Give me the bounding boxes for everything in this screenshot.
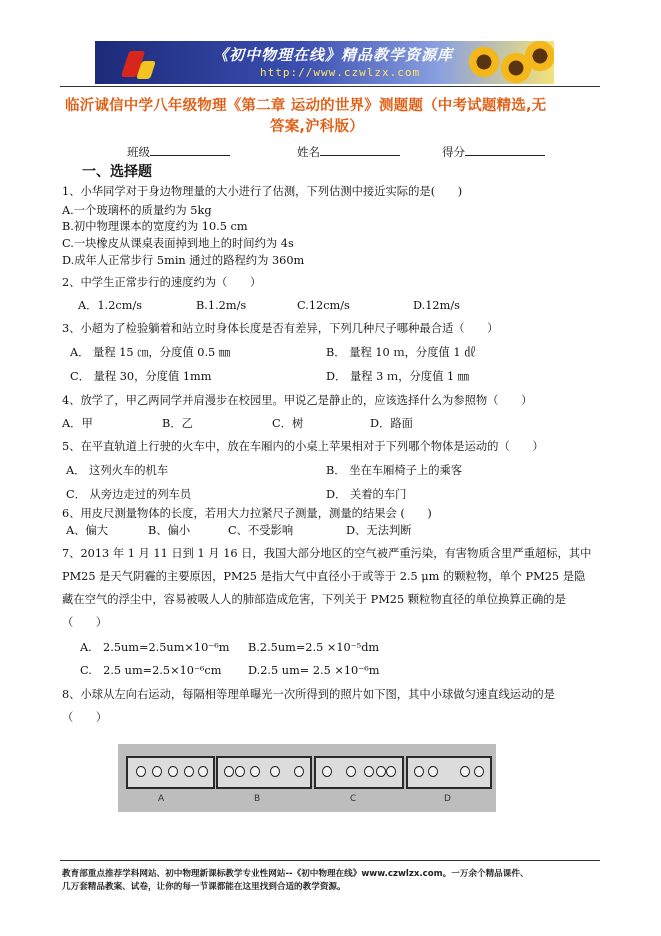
q3-option-c[interactable]: C． 量程 30，分度值 1mm <box>70 370 212 383</box>
q8-stem-line1: 8、小球从左向右运动，每隔相等理单曝光一次所得到的照片如下图，其中小球做匀速直线运动的是 <box>62 688 555 701</box>
q7-stem-line4: （ ） <box>62 616 108 629</box>
score-field[interactable] <box>442 143 545 160</box>
figure-panel-b <box>216 756 312 789</box>
q2-option-d[interactable]: D.12m/s <box>413 299 460 312</box>
q3-option-b[interactable]: B． 量程 10 ｍ，分度值 1 ㎗ <box>326 346 476 359</box>
class-field[interactable] <box>127 143 230 160</box>
ball-icon <box>376 766 386 777</box>
footer-line2: 几万套精品教案、试卷，让你的每一节课都能在这里找到合适的教学资源。 <box>62 882 346 892</box>
q3-option-a[interactable]: A． 量程 15 ㎝，分度值 0.5 ㎜ <box>70 346 231 359</box>
q6-option-d[interactable]: D、无法判断 <box>346 524 412 537</box>
ball-icon <box>152 766 162 777</box>
q7-option-a[interactable]: A. 2.5um=2.5um×10⁻⁶m <box>80 641 230 654</box>
q1-option-d[interactable]: D.成年人正常步行 5min 通过的路程约为 360m <box>62 254 305 267</box>
ball-icon <box>414 766 424 777</box>
q7-option-c[interactable]: C. 2.5 um=2.5×10⁻⁶cm <box>80 664 222 677</box>
class-label: 班级 <box>127 145 150 159</box>
q2-stem: 2、中学生正常步行的速度约为（ ） <box>62 276 262 289</box>
q7-stem-line1: 7、2013 年 1 月 11 日到 1 月 16 日，我国大部分地区的空气被严重污染，有害物质含里严重超标，其中 <box>62 547 592 560</box>
q6-stem: 6、用皮尺测量物体的长度，若用大力拉紧尺子测量，测量的结果会 ( ) <box>62 507 432 520</box>
ball-icon <box>474 766 484 777</box>
q1-option-c[interactable]: C.一块橡皮从课桌表面掉到地上的时间约为 4s <box>62 237 294 250</box>
q5-option-c[interactable]: C． 从旁边走过的列车员 <box>66 488 192 501</box>
q4-option-c[interactable]: C．树 <box>272 417 304 430</box>
q5-option-a[interactable]: A． 这列火车的机车 <box>66 464 169 477</box>
ball-icon <box>346 766 356 777</box>
score-blank[interactable] <box>465 143 545 156</box>
q7-option-b[interactable]: B.2.5um=2.5 ×10⁻⁵dm <box>248 641 380 654</box>
figure-label-a: A <box>158 794 165 804</box>
ball-icon <box>322 766 332 777</box>
name-field[interactable] <box>297 143 400 160</box>
ball-icon <box>235 766 245 777</box>
name-label: 姓名 <box>297 145 320 159</box>
header-divider <box>60 86 600 87</box>
ball-icon <box>270 766 280 777</box>
ball-icon <box>168 766 178 777</box>
q4-stem: 4、放学了，甲乙两同学并肩漫步在校园里。甲说乙是静止的，应该选择什么为参照物（ ） <box>62 394 533 407</box>
motion-photo-figure <box>118 744 496 812</box>
footer-line1: 教育部重点推荐学科网站、初中物理新课标教学专业性网站--《初中物理在线》www.czwlzx.com。一万余个精品课件、 <box>62 869 529 879</box>
q7-stem-line2: PM25 是天气阴霾的主要原因，PM25 是指大气中直径小于或等于 2.5 μm 的颗粒物，单个 PM25 是隐 <box>62 570 586 583</box>
sunflower-icon <box>467 45 501 79</box>
q6-option-c[interactable]: C、不受影响 <box>228 524 294 537</box>
doc-title-line1: 临沂诚信中学八年级物理《第二章 运动的世界》测题题（中考试题精选,无 <box>65 98 547 114</box>
q6-option-a[interactable]: A、偏大 <box>66 524 109 537</box>
q1-stem: 1、小华同学对于身边物理量的大小进行了估测，下列估测中接近实际的是( ) <box>62 185 463 198</box>
section-heading: 一、选择题 <box>82 164 152 180</box>
sunflower-icon <box>523 41 554 73</box>
score-label: 得分 <box>442 145 465 159</box>
q4-option-b[interactable]: B．乙 <box>162 417 193 430</box>
q6-option-b[interactable]: B、偏小 <box>148 524 191 537</box>
ball-icon <box>460 766 470 777</box>
ball-icon <box>184 766 194 777</box>
q7-stem-line3: 藏在空气的浮尘中，容易被吸人人的肺部造成危害，下列关于 PM25 颗粒物直径的单位换算正确的是 <box>62 593 566 606</box>
doc-title-line2: 答案,沪科版） <box>270 119 364 135</box>
banner-url[interactable]: http://www.czwlzx.com <box>260 66 421 79</box>
q3-option-d[interactable]: D． 量程 3 ｍ，分度值 1 ㎜ <box>326 370 470 383</box>
q4-option-d[interactable]: D．路面 <box>370 417 413 430</box>
ball-icon <box>198 766 208 777</box>
q2-option-a[interactable]: A．1.2cm/s <box>78 299 143 312</box>
figure-label-c: C <box>350 794 357 804</box>
q5-option-d[interactable]: D． 关着的车门 <box>326 488 407 501</box>
ball-icon <box>364 766 374 777</box>
q7-option-d[interactable]: D.2.5 um= 2.5 ×10⁻⁶m <box>248 664 380 677</box>
q3-stem: 3、小超为了检验躺着和站立时身体长度是否有差异，下列几种尺子哪种最合适（ ） <box>62 322 499 335</box>
ball-icon <box>250 766 260 777</box>
class-blank[interactable] <box>150 143 230 156</box>
figure-label-d: D <box>444 794 451 804</box>
banner-title: 《初中物理在线》精品教学资源库 <box>213 46 454 64</box>
name-blank[interactable] <box>320 143 400 156</box>
q2-option-b[interactable]: B.1.2m/s <box>196 299 247 312</box>
q8-stem-line2: （ ） <box>62 711 108 724</box>
ball-icon <box>224 766 234 777</box>
q2-option-c[interactable]: C.12cm/s <box>297 299 350 312</box>
q5-stem: 5、在平直轨道上行驶的火车中，放在车厢内的小桌上苹果相对于下列哪个物体是运动的（ ） <box>62 440 544 453</box>
ball-icon <box>386 766 396 777</box>
ball-icon <box>294 766 304 777</box>
figure-panel-d <box>406 756 492 789</box>
figure-panel-c <box>314 756 404 789</box>
figure-label-b: B <box>254 794 261 804</box>
q1-option-b[interactable]: B.初中物理课本的宽度约为 10.5 cm <box>62 220 248 233</box>
figure-panel-a <box>126 756 215 789</box>
q5-option-b[interactable]: B． 坐在车厢椅子上的乘客 <box>326 464 463 477</box>
q1-option-a[interactable]: A.一个玻璃杯的质量约为 5kg <box>62 204 212 217</box>
ball-icon <box>136 766 146 777</box>
footer-divider <box>60 860 600 861</box>
header-banner <box>95 41 554 84</box>
ball-icon <box>428 766 438 777</box>
q4-option-a[interactable]: A．甲 <box>62 417 93 430</box>
